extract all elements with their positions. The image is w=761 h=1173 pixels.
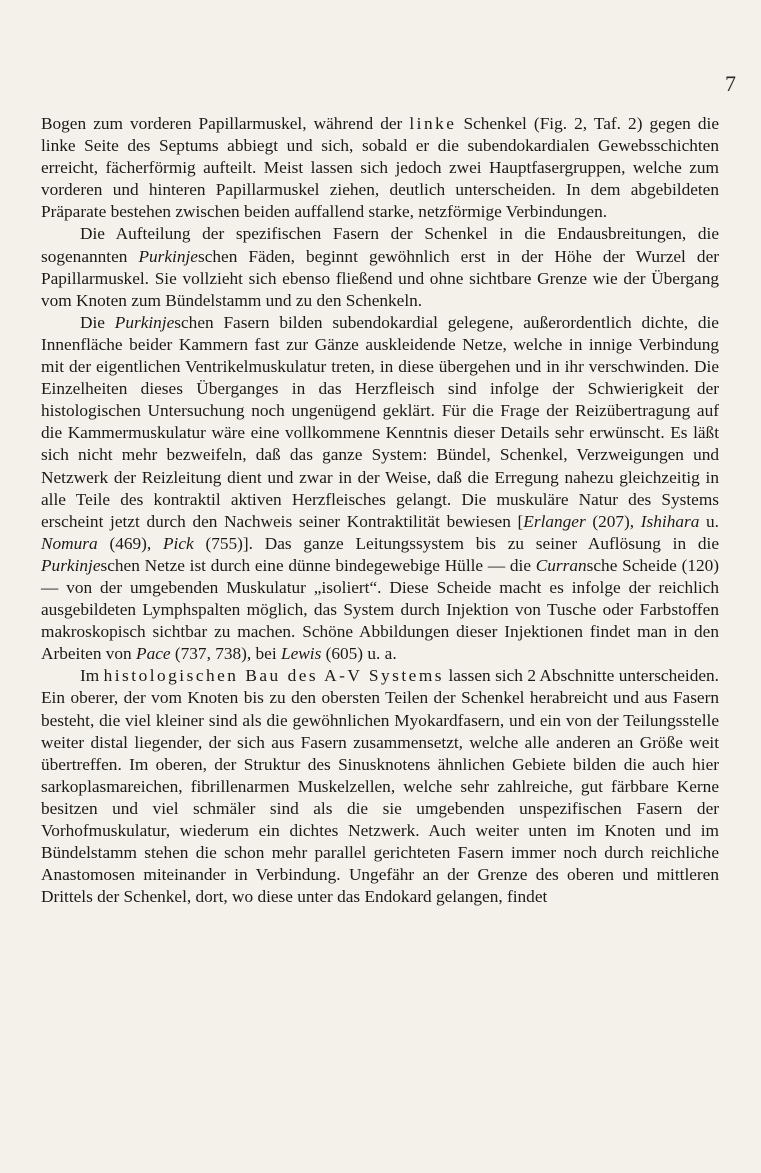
text-run: Die bbox=[80, 312, 115, 332]
italic-name: Pick bbox=[162, 533, 194, 553]
text-run: (755)]. Das ganze Leitungssystem bis zu seiner Auflösung in die bbox=[193, 533, 719, 553]
text-run: schen Fäden, beginnt gewöhnlich erst in der Höhe der Wurzel der Papillarmuskel. Sie vollzieht sich ebenso fließend und ohne sichtbare Grenze wie der Übergang vom Knoten zum Bündelstamm und zu den Schenkeln. bbox=[41, 246, 719, 310]
paragraph bbox=[41, 665, 719, 908]
italic-name: Purkinje bbox=[114, 312, 175, 332]
italic-name: Lewis bbox=[280, 644, 322, 664]
text-run: (737, 738), bei bbox=[170, 644, 281, 664]
italic-name: Pace bbox=[136, 644, 171, 664]
italic-name: Erlanger bbox=[523, 511, 586, 531]
text-run: Schenkel (Fig. 2, Taf. 2) gegen die linke Seite des Septums abbiegt und sich, sobald er die subendokardialen Gewebsschichten erreicht, fächerförmig aufteilt. Meist lassen sich jedoch zwei Hauptfasergruppen, welche zum vorderen und hinteren Papillarmuskel ziehen, deutlich unterscheiden. In dem abgebildeten Präparate bestehen zwischen beiden auffallend starke, netzförmige Verbindungen. bbox=[41, 114, 720, 222]
text-run: (469), bbox=[97, 533, 163, 553]
text-run: Bogen zum vorderen Papillarmuskel, während der bbox=[41, 114, 410, 133]
italic-name: Purkinje bbox=[138, 246, 198, 266]
spaced-emphasis: linke bbox=[409, 114, 457, 133]
page-number: 7 bbox=[725, 71, 736, 96]
text-run: sche Scheide (120) — von der umgebenden Muskulatur „isoliert“. Diese Scheide macht es infolge der reichlich ausgebildeten Lymphspalten möglich, das System durch Injektion von Tusche oder Farbstoffen makroskopisch sichtbar zu machen. Schöne Abbildungen dieser Injektionen findet man in den Arbeiten von bbox=[41, 555, 719, 664]
text-run: u. bbox=[699, 511, 719, 531]
italic-name: Ishihara bbox=[640, 511, 700, 531]
text-run: Im bbox=[80, 666, 104, 686]
paragraph bbox=[41, 312, 719, 666]
italic-name: Nomura bbox=[41, 533, 98, 553]
italic-name: Curran bbox=[535, 555, 587, 575]
paragraph bbox=[41, 113, 719, 223]
body-text bbox=[41, 113, 719, 908]
text-run: schen Netze ist durch eine dünne bindegewebige Hülle — die bbox=[100, 555, 536, 575]
text-run: lassen sich 2 Abschnitte unterscheiden. Ein oberer, der vom Knoten bis zu den obersten Teilen der Schenkel herabreicht und aus Fasern besteht, die viel kleiner sind als die gewöhnlichen Myokardfasern, und ein von der Teilungsstelle weiter distal liegender, der sich aus Fasern zusammensetzt, welche alle anderen an Größe weit übertreffen. Im oberen, der Struktur des Sinusknotens ähnlichen Gebiete bilden die auch hier sarkoplasmareichen, fibrillenarmen Muskelzellen, welche sehr zahlreiche, gut färbbare Kerne besitzen und viel schmäler sind als die sie umgebenden unspezifischen Fasern der Vorhofmuskulatur, wiederum ein dichtes Netzwerk. Auch weiter unten im Knoten und im Bündelstamm stehen die schon mehr parallel gerichteten Fasern immer noch durch reichliche Anastomosen miteinander in Verbindung. Ungefähr an der Grenze des oberen und mittleren Drittels der Schenkel, dort, wo diese unter das Endokard gelangen, findet bbox=[41, 666, 719, 907]
text-run: Die Aufteilung der spezifischen Fasern der Schenkel in die Endausbreitungen, die sogenannten bbox=[41, 224, 719, 266]
italic-name: Purkinje bbox=[41, 555, 101, 575]
text-run: (605) u. a. bbox=[321, 644, 397, 664]
text-run: (207), bbox=[585, 511, 641, 531]
text-run: schen Fasern bilden subendokardial gelegene, außerordentlich dichte, die Innenfläche beider Kammern fast zur Gänze auskleidende Netze, welche in innige Verbindung mit der eigentlichen Ventrikelmuskulatur treten, in diese übergehen und in ihr verschwinden. Die Einzelheiten dieses Überganges in das Herzfleisch sind infolge der Schwierigkeit der histologischen Untersuchung noch ungenügend geklärt. Für die Frage der Reizübertragung auf die Kammermuskulatur wäre eine vollkommene Kenntnis dieser Details sehr erwünscht. Es läßt sich nicht mehr bezweifeln, daß das ganze System: Bündel, Schenkel, Verzweigungen und Netzwerk der Reizleitung dient und zwar in der Weise, daß die Erregung nahezu gleichzeitig in alle Teile des kontraktil aktiven Herzfleisches gelangt. Die muskuläre Natur des Systems erscheint jetzt durch den Nachweis seiner Kontraktilität bewiesen [ bbox=[41, 312, 719, 531]
paragraph bbox=[41, 223, 719, 311]
spaced-emphasis: histologischen Bau des A-V Systems bbox=[103, 666, 445, 686]
